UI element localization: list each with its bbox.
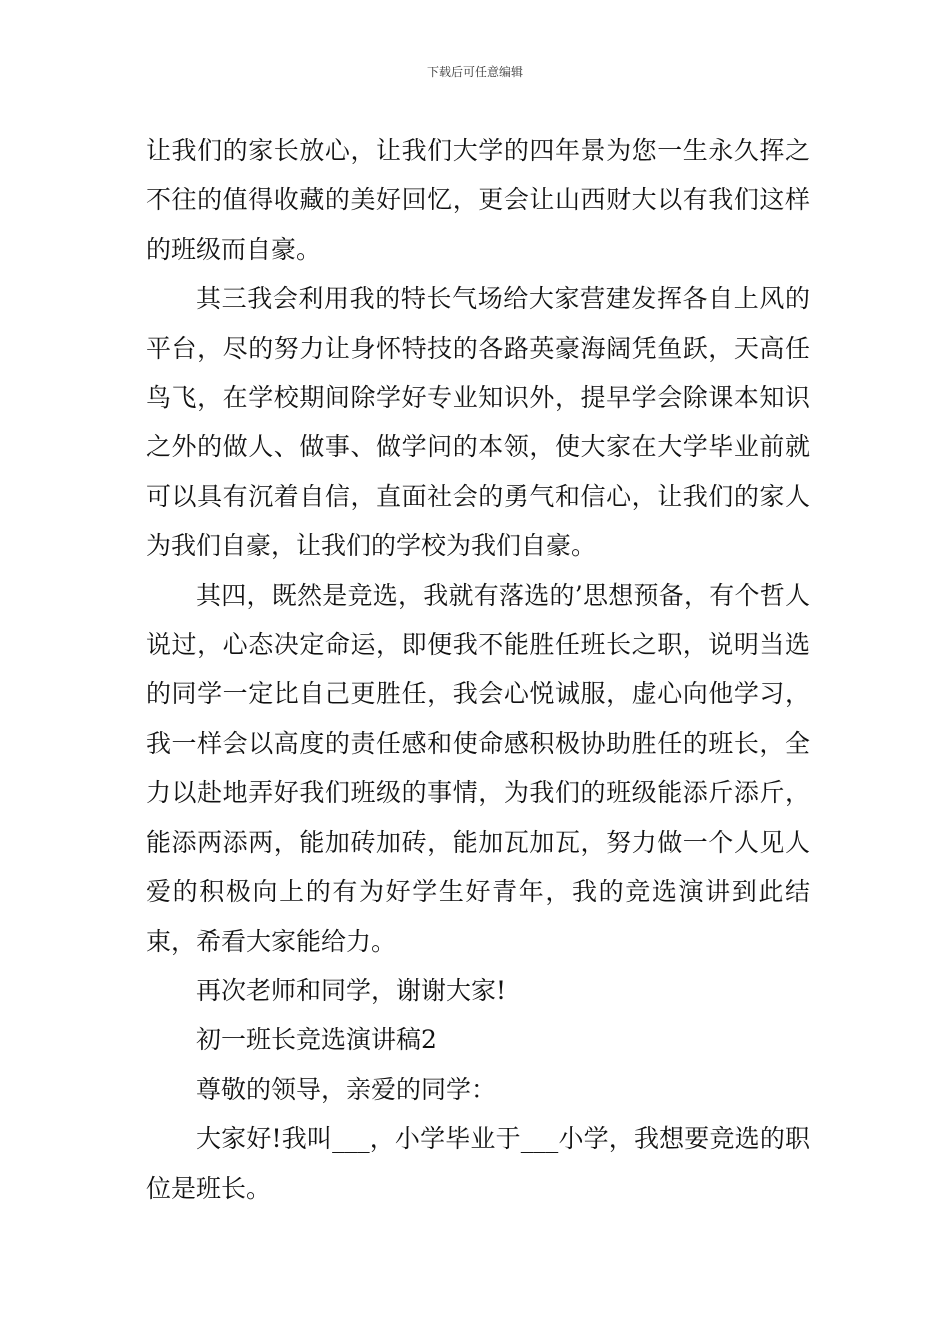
paragraph-4: 再次老师和同学，谢谢大家! (196, 975, 507, 1005)
paragraph-3: 其四，既然是竞选，我就有落选的’思想预备，有个哲人说过，心态决定命运，即便我不能胜任班长之职，说明当选的同学一定比自己更胜任，我会心悦诚服，虚心向他学习，我一样会以高度的责任感和使命感积极协助胜任的班长，全力以赴地弄好我们班级的事情，为我们的班级能添斤添斤，能添两添两，能加砖加砖，能加瓦加瓦，努力做一个人见人爱的积极向上的有为好学生好青年，我的竞选演讲到此结束，希看大家能给力。 (146, 580, 810, 956)
salutation: 尊敬的领导，亲爱的同学： (196, 1074, 497, 1104)
section-title: 初一班长竞选演讲稿2 (196, 1025, 437, 1055)
paragraph-2: 其三我会利用我的特长气场给大家营建发挥各自上风的平台，尽的努力让身怀特技的各路英豪海阔凭鱼跃，天高任鸟飞，在学校期间除学好专业知识外，提早学会除课本知识之外的做人、做事、做学问的本领，使大家在大学毕业前就可以具有沉着自信，直面社会的勇气和信心，让我们的家人为我们自豪，让我们的学校为我们自豪。 (146, 284, 810, 561)
paragraph-5: 大家好!我叫___，小学毕业于___小学，我想要竞选的职位是班长。 (146, 1124, 810, 1203)
page-header: 下载后可任意编辑 (426, 65, 523, 79)
paragraph-1: 让我们的家长放心，让我们大学的四年景为您一生永久挥之不往的值得收藏的美好回忆，更会让山西财大以有我们这样的班级而自豪。 (146, 136, 810, 264)
document-body (146, 126, 810, 1213)
